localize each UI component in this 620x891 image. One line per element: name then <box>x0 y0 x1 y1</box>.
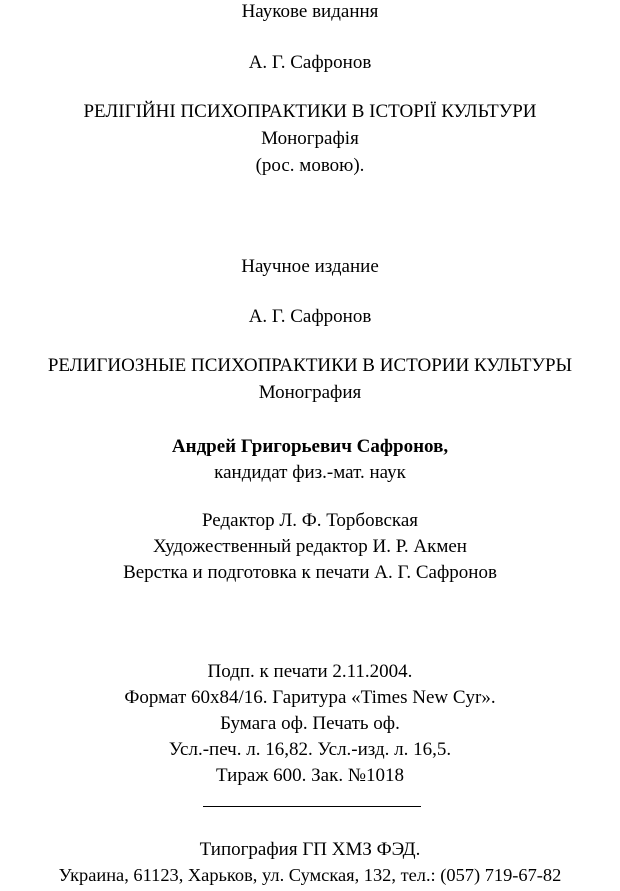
author-ua: А. Г. Сафронов <box>248 52 372 73</box>
editor-credit: Редактор Л. Ф. Торбовская <box>201 510 419 531</box>
layout-credit: Верстка и подготовка к печати А. Г. Сафронов <box>123 562 497 583</box>
author-ru: А. Г. Сафронов <box>248 306 372 327</box>
genre-ru: Монография <box>258 382 362 403</box>
genre-ua: Монографія <box>261 128 359 149</box>
print-run-order: Тираж 600. Зак. №1018 <box>216 765 404 786</box>
author-degree: кандидат физ.-мат. наук <box>214 462 406 483</box>
sheets-count: Усл.-печ. л. 16,82. Усл.-изд. л. 16,5. <box>168 739 452 760</box>
edition-type-ru: Научное издание <box>241 256 379 277</box>
author-full-name: Андрей Григорьевич Сафронов, <box>171 436 449 457</box>
edition-type-ua: Наукове видання <box>241 1 379 22</box>
signed-for-print: Подп. к печати 2.11.2004. <box>207 661 413 682</box>
art-editor-credit: Художественный редактор И. Р. Акмен <box>153 536 467 557</box>
separator-line <box>203 806 421 807</box>
book-title-ua: РЕЛІГІЙНІ ПСИХОПРАКТИКИ В ІСТОРІЇ КУЛЬТУРИ <box>83 101 537 122</box>
language-note-ua: (рос. мовою). <box>255 155 365 176</box>
paper-print: Бумага оф. Печать оф. <box>220 713 400 734</box>
format-typeface: Формат 60x84/16. Гаритура «Times New Cyr». <box>124 687 496 708</box>
printer-address: Украина, 61123, Харьков, ул. Сумская, 132, тел.: (057) 719-67-82 <box>58 865 562 885</box>
printer-name: Типография ГП ХМЗ ФЭД. <box>199 839 421 860</box>
book-title-ru: РЕЛИГИОЗНЫЕ ПСИХОПРАКТИКИ В ИСТОРИИ КУЛЬТУРЫ <box>47 355 573 376</box>
